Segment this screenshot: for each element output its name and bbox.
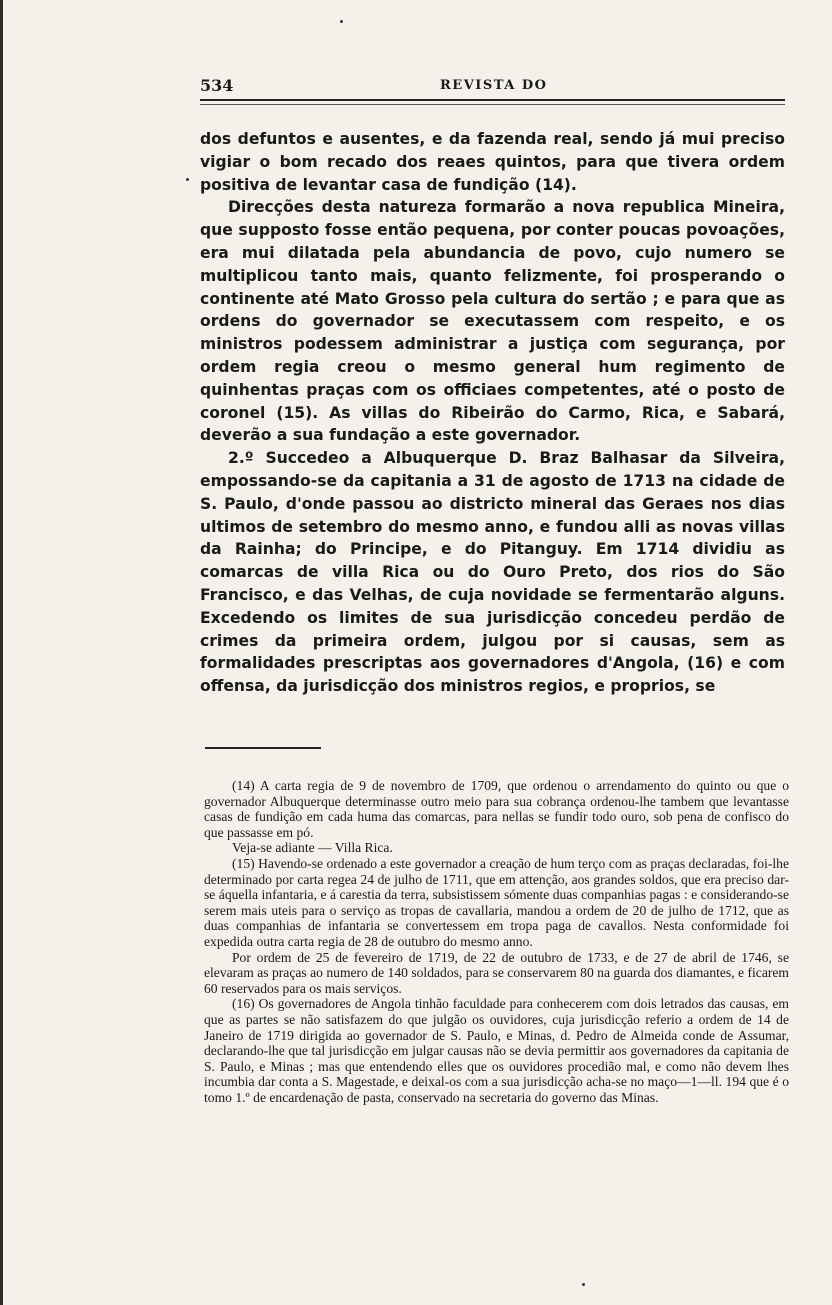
footnote: Por ordem de 25 de fevereiro de 1719, de 22 de outubro de 1733, e de 27 de abril de 1746, se elevaram as praças ao numero de 140 soldados, para se conservarem 80 na guarda dos diamantes, e ficarem 60 reservados para os mais serviços.: [204, 949, 789, 996]
speck: [186, 178, 189, 181]
speck: [340, 20, 343, 23]
footnote: Veja-se adiante — Villa Rica.: [232, 840, 393, 856]
paragraph: dos defuntos e ausentes, e da fazenda real, sendo já mui preciso vigiar o bom recado dos reaes quintos, para que tivera ordem positiva de levantar casa de fundição (14).: [200, 130, 785, 194]
body-text: [200, 128, 785, 698]
paragraph: Direcções desta natureza formarão a nova republica Mineira, que supposto fosse então pequena, por conter poucas povoações, era mui dilatada pela abundancia de povo, cujo numero se multiplicou tanto mais, quanto felizmente, foi prosperando o continente até Mato Grosso pela cultura do sertão ; e para que as ordens do governador se executassem com respeito, e os ministros podessem administrar a justiça com segurança, por ordem regia creou o mesmo general hum regimento de quinhentas praças com os officiaes competentes, até o posto de coronel (15). As villas do Ribeirão do Carmo, Rica, e Sabará, deverão a sua fundação a este governador.: [200, 198, 785, 445]
page-number: 534: [200, 76, 234, 95]
header-rule: [200, 99, 785, 105]
paragraph: 2.º Succedeo a Albuquerque D. Braz Balhasar da Silveira, empossando-se da capitania a 31 de agosto de 1713 na cidade de S. Paulo, d'onde passou ao districto mineral das Geraes nos dias ultimos de setembro do mesmo anno, e fundou alli as novas villas da Rainha; do Principe, e do Pitanguy. Em 1714 dividiu as comarcas de villa Rica ou do Ouro Preto, dos rios do São Francisco, e das Velhas, de cuja novidade se fermentarão alguns. Excedendo os limites de sua jurisdicção concedeu perdão de crimes da primeira ordem, julgou por si causas, sem as formalidades prescriptas aos governadores d'Angola, (16) e com offensa, da jurisdicção dos ministros regios, e proprios, se: [200, 449, 785, 696]
footnotes: [204, 778, 789, 1105]
footnote: (14) A carta regia de 9 de novembro de 1709, que ordenou o arrendamento do quinto ou que o governador Albuquerque determinasse outro meio para sua cobrança ordenou-lhe tambem que levantasse casas de fundição em cada huma das comarcas, para nellas se fundir todo ouro, sob pena de confisco do que passasse em pó.: [204, 778, 789, 840]
speck: [582, 1283, 585, 1286]
footnote: (16) Os governadores de Angola tinhão faculdade para conhecerem com dois letrados das causas, em que as partes se não satisfazem do que julgão os ouvidores, cuja jurisdicção referio a ordem de 14 de Janeiro de 1719 dirigida ao governador de S. Paulo, e Minas, d. Pedro de Almeida conde de Assumar, declarando-lhe que tal jurisdicção em julgar causas não se devia permittir aos governadores da capitania de S. Paulo, e Minas ; mas que entendendo elles que os ouvidores procedião mal, e como não devem lhes incumbia dar conta a S. Magestade, e deixal-os com a sua jurisdicção acha-se no maço—1—ll. 194 que é o tomo 1.º de encardenação de pasta, conservado na secretaria do governo das Minas.: [204, 996, 789, 1105]
footnote-separator: [205, 747, 321, 749]
running-title: REVISTA DO: [440, 78, 548, 93]
footnote: (15) Havendo-se ordenado a este governador a creação de hum terço com as praças declaradas, foi-lhe determinado por carta regea 24 de julho de 1711, que em attenção, aos grandes soldos, que era preciso dar-se áquella infantaria, e á carestia da terra, subsistissem sómente duas companhias pagas : e considerando-se serem mais uteis para o serviço as tropas de cavallaria, mandou a ordem de 20 de julho de 1712, que as duas companhias de infantaria se convertessem em tropa paga de cavallos. Nesta conformidade foi expedida outra carta regia de 28 de outubro do mesmo anno.: [204, 855, 789, 949]
binding-edge: [0, 0, 3, 1305]
page-header: [200, 76, 785, 100]
